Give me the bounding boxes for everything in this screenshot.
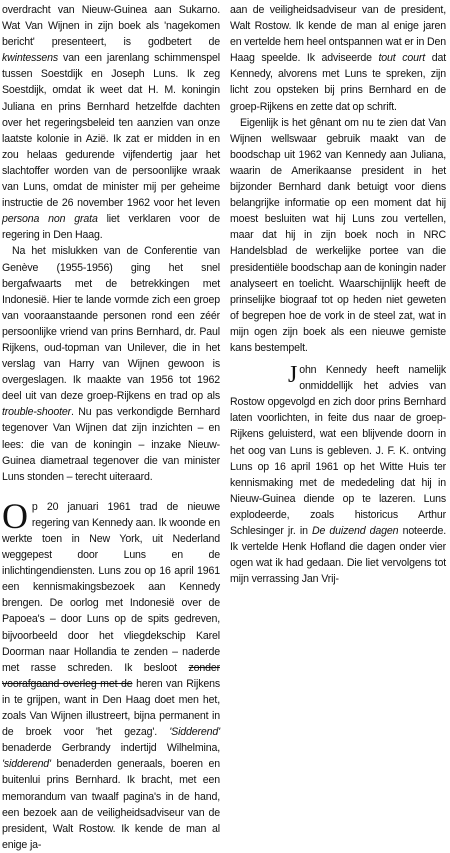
text-run: p 20 januari 1961 trad de nieuwe regering van Kennedy aan. Ik woonde en werkte toen in New York, uit Nederland weggepest door Luns en de inlichtingendiensten. Luns zou op 16 april 1961 een kennismakingsbezoek aan Kennedy brengen. De oorlog met Indonesië over de Papoea's – door Luns op de spits gedreven, bijvoorbeeld door het vliegdekschip Karel Doorman naar Hollandia te zenden – naderde met rasse schreden. Ik besloot [2,500,220,674]
italic-text: De duizend dagen [312,525,399,537]
italic-text: kwintessens [2,52,59,65]
italic-text: trouble-shooter [2,406,72,419]
paragraph [2,243,220,484]
italic-text: 'Sidderend' [169,726,220,739]
drop-cap: J [288,362,298,389]
text-run: dat Kennedy, alvorens met Luns te spreken, zijn licht zou opsteken bij prins Bernhard en de groep-Rijkens en zette dat op schrift. [230,52,446,113]
text-run: benaderde Gerbrandy indertijd Wilhelmina, [2,742,220,755]
text-run: . Nu pas verkondigde Bernhard tegenover Van Wijnen dat zijn inzichten – en lees: die van de koningin – inzake Nieuw-Guinea diametraal tegenover die van minister Luns stonden – terecht uiteraard. [2,406,220,483]
text-run: ohn Kennedy heeft namelijk onmiddellijk het advies van Rostow opgevolgd en zich door prins Bernhard laten voorlichten, in feite dus naar de groep-Rijkens geluisterd, wat een blijvende doorn in het oog van Luns is gebleven. J. F. K. ontving Luns op 16 april 1961 op het Witte Huis ter kennismaking met de mededeling dat hij in Nieuw-Guinea diende op te lazeren. Luns explodeerde, zoals historicus Arthur Schlesinger jr. in [230,364,446,537]
right-column [230,2,446,587]
text-run: noteerde. Ik vertelde Henk Hofland die dagen onder vier ogen wat ik had gedaan. Die liet vervolgens tot mijn verrassing Jan Vrij- [230,525,446,586]
italic-text: 'sidderend' [2,758,51,771]
italic-text: tout court [378,52,426,65]
struck-text: zonder voorafgaand overleg met de [2,661,220,690]
text-run: liet verklaren voor de regering in Den Haag. [2,213,220,242]
paragraph [2,495,220,853]
paragraph [2,2,220,243]
paragraph [230,2,446,115]
text-run: Na het mislukken van de Conferentie van Genève (1955-1956) ging het snel bergafwaarts met de betrekkingen met Indonesië. Hier te lande vormde zich een groep van vooraanstaande personen rond een zéér persoonlijke vriend van prins Bernhard, dr. Paul Rijkens, oud-topman van Unilever, die in het verslag van Harry van Wijnen gewoon is overgeslagen. Ik maakte van 1956 tot 1962 deel uit van deze groep-Rijkens en trad op als [2,245,220,403]
text-run: heren van Rijkens in te grijpen, want in Den Haag doet men het, zoals Van Wijnen illustreert, bijna permanent in de broek voor 'het gezag'. [2,677,220,739]
paragraph: Eigenlijk is het gênant om nu te zien dat Van Wijnen wellswaar gebruik maakt van de boodschap uit 1962 van Kennedy aan Juliana, waarin de Amerikaanse president in het bijzonder Bernhard dank betuigt voor diens belangrijke informatie op een moment dat hij moest besluiten wat hij Luns zou vertellen, maar dat hij in zijn boek noch in NRC Handelsblad de werkelijke portee van die presidentiële boodschap aan de koningin nader analyseert en toelicht. Waarschijnlijk heeft de prinselijke biograaf tot op heden niet geweten of begrepen hoe de vork in de steel zat, wat in mijn ogen zijn boek als een nieuwe gemiste kans bestempelt. [230,116,446,354]
text-run: aan de veiligheidsadviseur van de president, Walt Rostow. Ik kende de man al enige jaren en vertelde hem heel ontspannen wat er in Den Haag speelde. Ik adviseerde [230,4,446,65]
drop-cap: O [2,495,28,536]
text-run: van een jarenlang schimmenspel tussen Soestdijk en Joseph Luns. Ik zeg Soestdijk, omdat ik weet dat H. M. koningin Juliana en prins Bernhard hetzelfde dachten over het regeringsbeleid ten aanzien van onze laatste kolonie in Azië. Ik zat er midden in en zou helaas gedurende vijfendertig jaar het slachtoffer worden van de persoonlijke wraak van Luns, omdat de minister mij per geheime instructie de 26 november 1962 voor het leven [2,52,220,210]
italic-text: persona non grata [2,213,98,226]
text-run: benaderden generaals, boeren en buitenlui prins Bernhard. Ik bracht, met een memorandum van twaalf pagina's in de hand, een bezoek aan de veiligheidsadviseur van de president, Walt Rostow. Ik kende de man al enige ja- [2,758,220,851]
text-run: overdracht van Nieuw-Guinea aan Sukarno. Wat Van Wijnen in zijn boek als 'nagekomen bericht' presenteert, is godbetert de [2,4,220,49]
paragraph [230,362,446,587]
left-column [2,2,220,853]
